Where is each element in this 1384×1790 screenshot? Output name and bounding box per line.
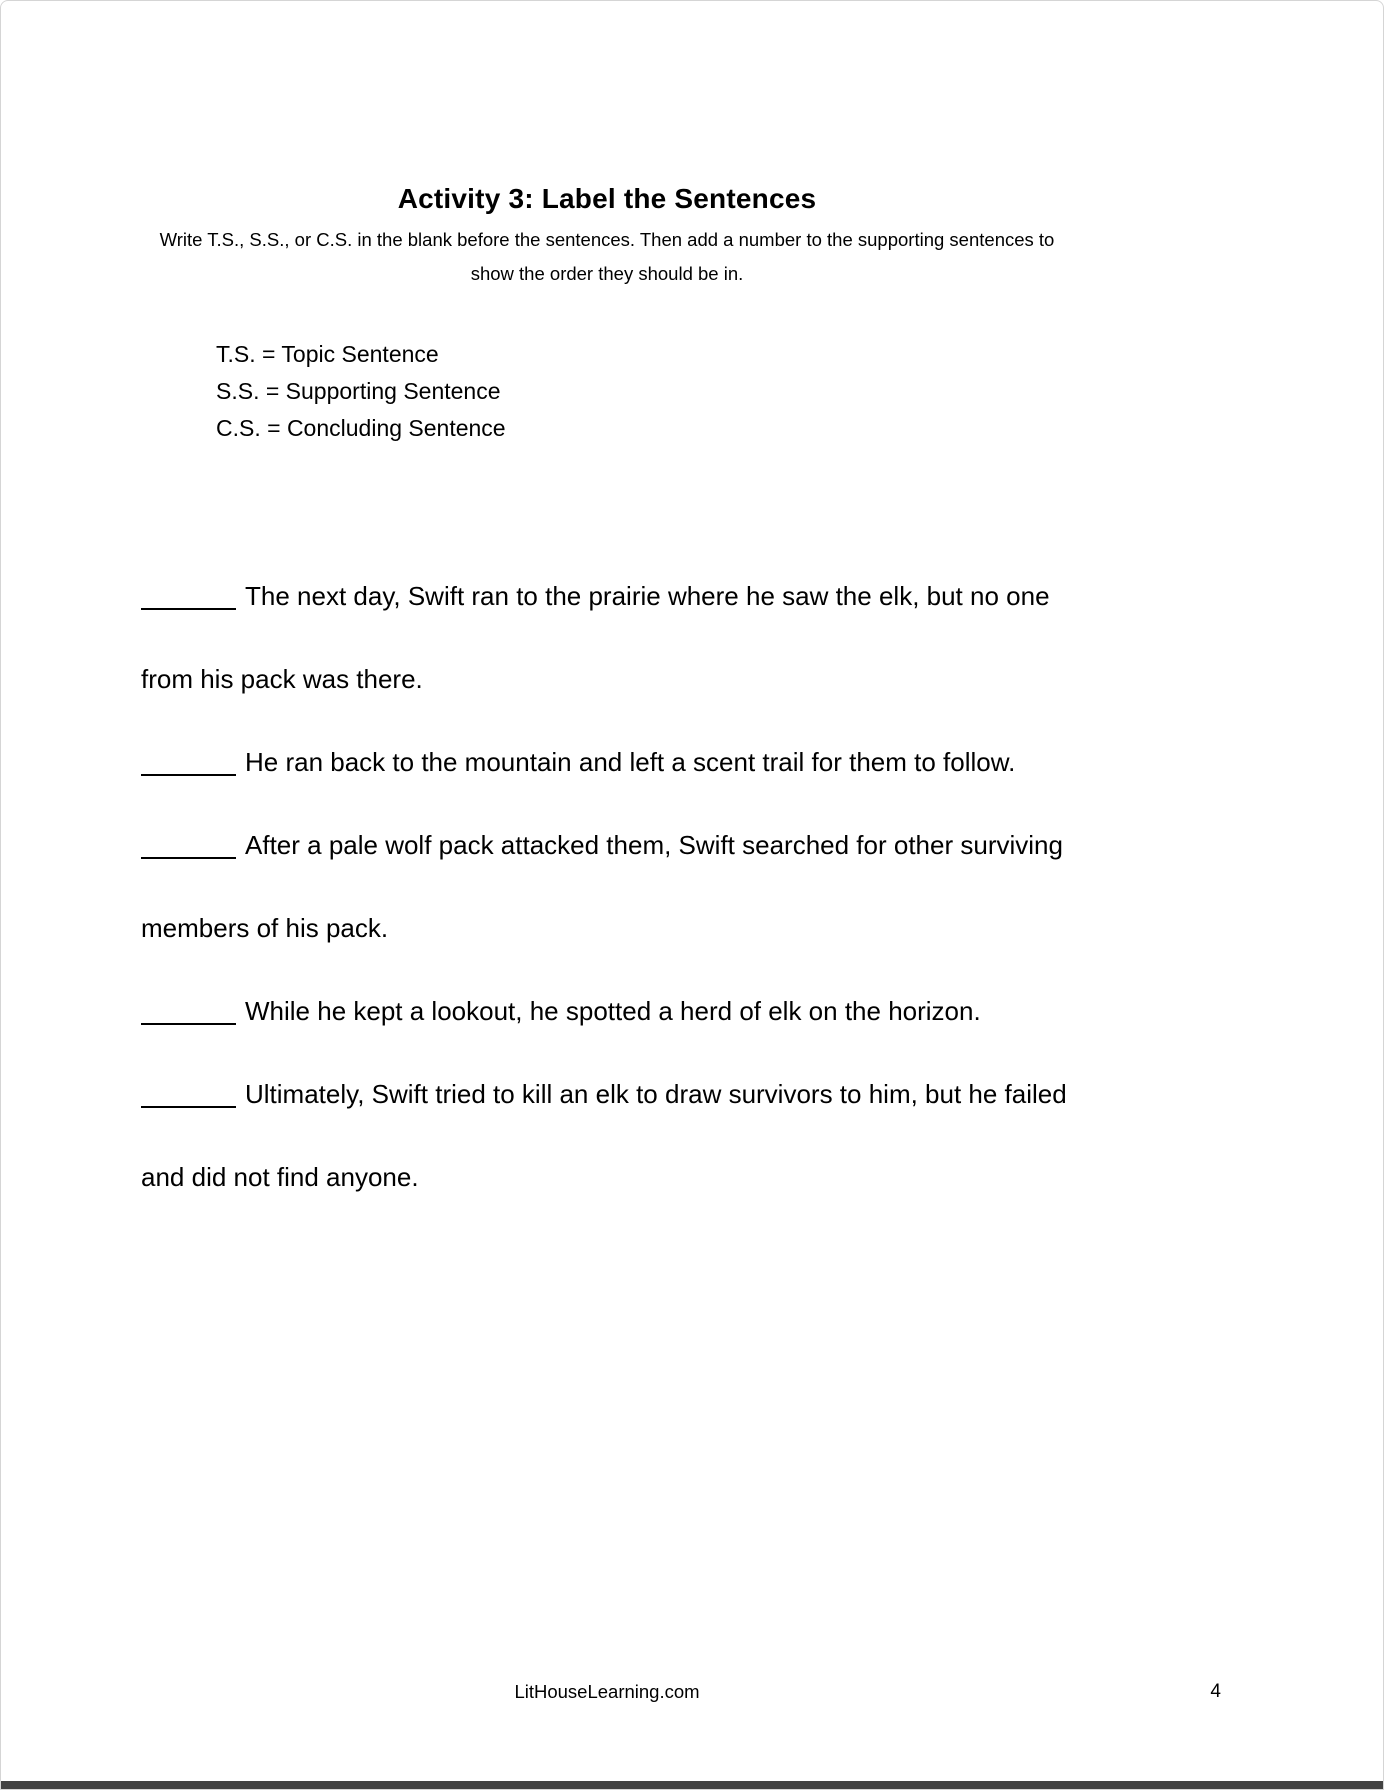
page-bottom-edge: [1, 1781, 1383, 1789]
page-number: 4: [1210, 1681, 1221, 1702]
sentence-item: [141, 555, 1073, 721]
sentence-text: After a pale wolf pack attacked them, Swift searched for other surviving members of his pack.: [141, 830, 1063, 943]
sentence-item: [141, 721, 1073, 804]
abbreviation-key: [216, 336, 506, 447]
sentence-item: [141, 804, 1073, 970]
sentence-item: [141, 970, 1073, 1053]
key-line-concluding: C.S. = Concluding Sentence: [216, 415, 506, 441]
sentence-text: The next day, Swift ran to the prairie where he saw the elk, but no one from his pack was there.: [141, 581, 1050, 694]
sentence-text: While he kept a lookout, he spotted a herd of elk on the horizon.: [245, 996, 981, 1026]
key-line-topic: T.S. = Topic Sentence: [216, 341, 439, 367]
page-content: [141, 1, 1073, 1789]
answer-blank: [141, 1084, 236, 1108]
answer-blank: [141, 1001, 236, 1025]
instructions-text: Write T.S., S.S., or C.S. in the blank before the sentences. Then add a number to the supporting sentences to show the order they should be in.: [159, 229, 1055, 284]
answer-blank: [141, 586, 236, 610]
footer-site-link: LitHouseLearning.com: [514, 1681, 700, 1702]
answer-blank: [141, 752, 236, 776]
answer-blank: [141, 835, 236, 859]
sentence-list: [141, 555, 1073, 1219]
sentence-item: [141, 1053, 1073, 1219]
page-title: Activity 3: Label the Sentences: [397, 182, 817, 214]
sentence-text: He ran back to the mountain and left a scent trail for them to follow.: [245, 747, 1016, 777]
sentence-text: Ultimately, Swift tried to kill an elk to draw survivors to him, but he failed and did not find anyone.: [141, 1079, 1067, 1192]
key-line-supporting: S.S. = Supporting Sentence: [216, 378, 501, 404]
